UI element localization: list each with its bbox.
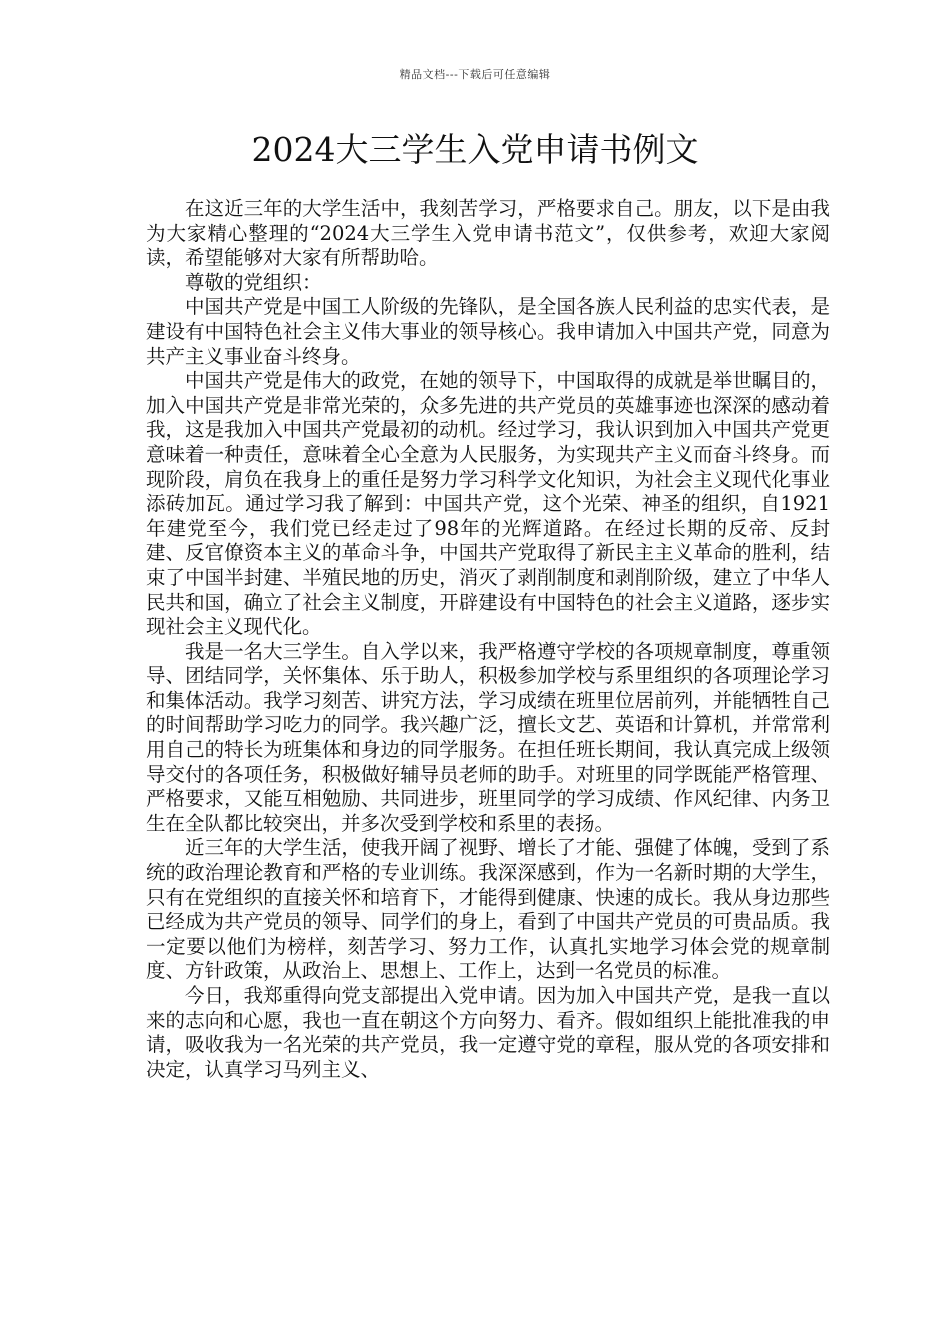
paragraph: 中国共产党是伟大的政党，在她的领导下，中国取得的成就是举世瞩目的，加入中国共产党是非常光荣的，众多先进的共产党员的英雄事迹也深深的感动着我，这是我加入中国共产党最初的动机。经过学习，我认识到加入中国共产党更意味着一种责任，意味着全心全意为人民服务，为实现共产主义而奋斗终身。而现阶段，肩负在我身上的重任是努力学习科学文化知识，为社会主义现代化事业添砖加瓦。通过学习我了解到：中国共产党，这个光荣、神圣的组织，自1921年建党至今，我们党已经走过了98年的光辉道路。在经过长期的反帝、反封建、反官僚资本主义的革命斗争，中国共产党取得了新民主主义革命的胜利，结束了中国半封建、半殖民地的历史，消灭了剥削制度和剥削阶级，建立了中华人民共和国，确立了社会主义制度，开辟建设有中国特色的社会主义道路，逐步实现社会主义现代化。	[146, 369, 830, 639]
paragraph: 我是一名大三学生。自入学以来，我严格遵守学校的各项规章制度，尊重领导、团结同学，关怀集体、乐于助人，积极参加学校与系里组织的各项理论学习和集体活动。我学习刻苦、讲究方法，学习成绩在班里位居前列，并能牺牲自己的时间帮助学习吃力的同学。我兴趣广泛，擅长文艺、英语和计算机，并常常利用自己的特长为班集体和身边的同学服务。在担任班长期间，我认真完成上级领导交付的各项任务，积极做好辅导员老师的助手。对班里的同学既能严格管理、严格要求，又能互相勉励、共同进步，班里同学的学习成绩、作风纪律、内务卫生在全队都比较突出，并多次受到学校和系里的表扬。	[146, 639, 830, 835]
paragraph-intro: 在这近三年的大学生活中，我刻苦学习，严格要求自己。朋友，以下是由我为大家精心整理的“2024大三学生入党申请书范文”，仅供参考，欢迎大家阅读，希望能够对大家有所帮助哈。	[146, 197, 830, 270]
paragraph-salutation: 尊敬的党组织：	[185, 270, 322, 294]
document-body	[146, 197, 830, 1082]
paragraph: 中国共产党是中国工人阶级的先锋队，是全国各族人民利益的忠实代表，是建设有中国特色社会主义伟大事业的领导核心。我申请加入中国共产党，同意为共产主义事业奋斗终身。	[146, 295, 830, 368]
paragraph: 近三年的大学生活，使我开阔了视野、增长了才能、强健了体魄，受到了系统的政治理论教育和严格的专业训练。我深深感到，作为一名新时期的大学生，只有在党组织的直接关怀和培育下，才能得到健康、快速的成长。我从身边那些已经成为共产党员的领导、同学们的身上，看到了中国共产党员的可贵品质。我一定要以他们为榜样，刻苦学习、努力工作，认真扎实地学习体会党的规章制度、方针政策，从政治上、思想上、工作上，达到一名党员的标准。	[146, 836, 830, 983]
document-title: 2024大三学生入党申请书例文	[251, 130, 699, 169]
paragraph: 今日，我郑重得向党支部提出入党申请。因为加入中国共产党，是我一直以来的志向和心愿，我也一直在朝这个方向努力、看齐。假如组织上能批准我的申请，吸收我为一名光荣的共产党员，我一定遵守党的章程，服从党的各项安排和决定，认真学习马列主义、	[146, 984, 830, 1081]
header-note: 精品文档---下载后可任意编辑	[399, 68, 551, 81]
